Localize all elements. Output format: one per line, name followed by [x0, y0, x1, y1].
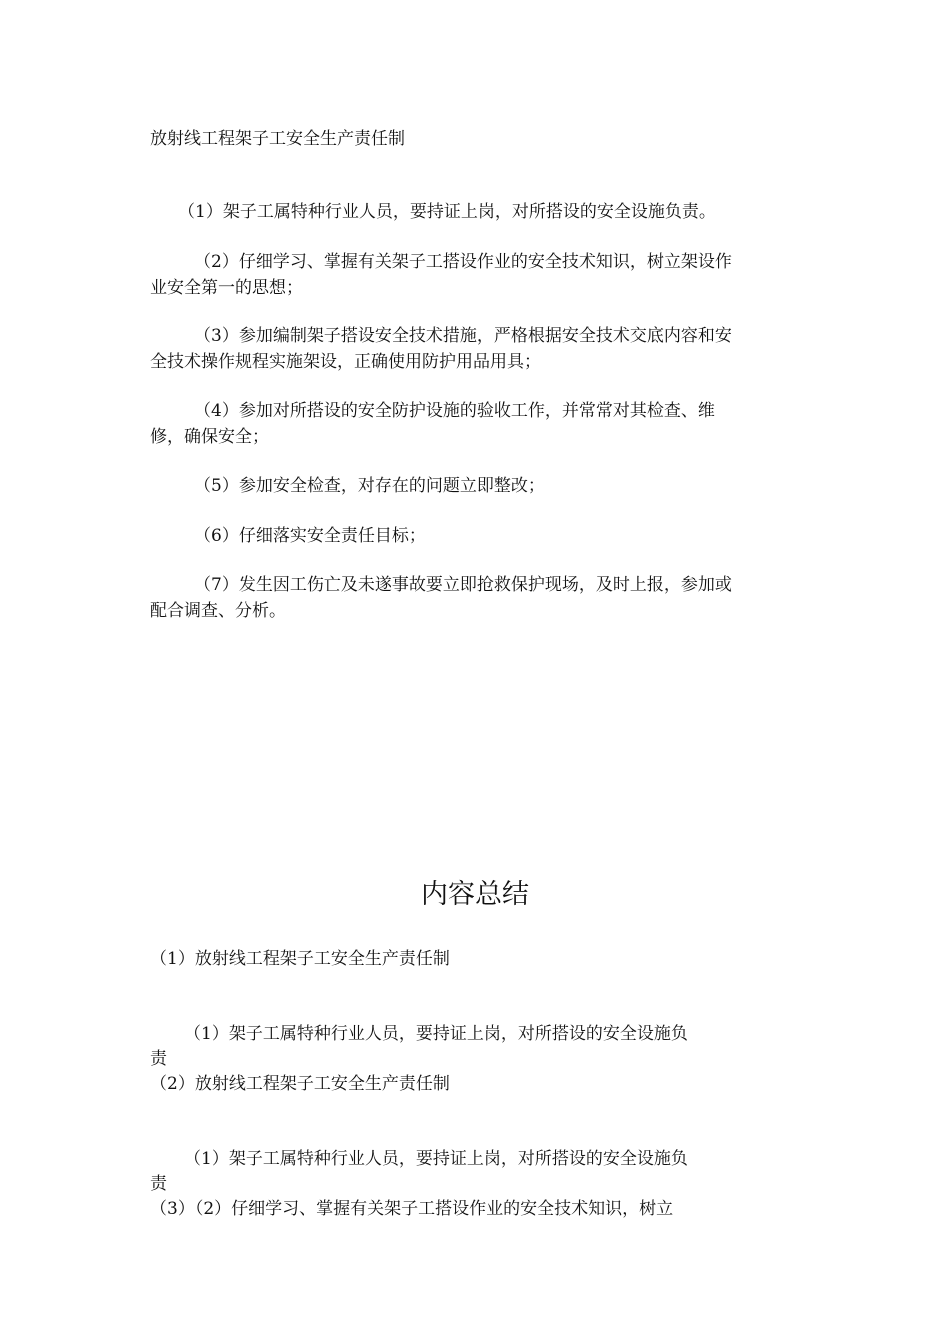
summary-line-1: （1）放射线工程架子工安全生产责任制: [150, 949, 450, 969]
item-7-line-1: （7）发生因工伤亡及未遂事故要立即抢救保护现场，及时上报，参加或: [194, 575, 732, 595]
item-1: （1）架子工属特种行业人员，要持证上岗，对所搭设的安全设施负责。: [178, 202, 716, 222]
item-4-line-2: 修，确保安全；: [150, 427, 269, 447]
item-5: （5）参加安全检查，对存在的问题立即整改；: [194, 476, 545, 496]
item-2-line-1: （2）仔细学习、掌握有关架子工搭设作业的安全技术知识，树立架设作: [194, 252, 732, 272]
summary-line-2: （1）架子工属特种行业人员，要持证上岗，对所搭设的安全设施负: [184, 1024, 688, 1044]
summary-line-4: （2）放射线工程架子工安全生产责任制: [150, 1074, 450, 1094]
summary-heading: 内容总结: [421, 879, 529, 910]
item-3: [150, 323, 795, 375]
document-title: 放射线工程架子工安全生产责任制: [150, 129, 405, 149]
item-4-line-1: （4）参加对所搭设的安全防护设施的验收工作，并常常对其检查、维: [194, 401, 715, 421]
summary-line-7: （3）（2）仔细学习、掌握有关架子工搭设作业的安全技术知识，树立: [150, 1199, 674, 1219]
item-7-line-2: 配合调查、分析。: [150, 601, 286, 621]
item-6: （6）仔细落实安全责任目标；: [194, 526, 426, 546]
item-2: [150, 249, 795, 301]
summary-line-5: （1）架子工属特种行业人员，要持证上岗，对所搭设的安全设施负: [184, 1149, 688, 1169]
item-7: [150, 572, 795, 624]
item-4: [150, 398, 795, 450]
summary-line-6: 责: [150, 1174, 167, 1194]
item-3-line-2: 全技术操作规程实施架设，正确使用防护用品用具；: [150, 352, 541, 372]
item-3-line-1: （3）参加编制架子搭设安全技术措施，严格根据安全技术交底内容和安: [194, 326, 732, 346]
summary-line-3: 责: [150, 1049, 167, 1069]
item-2-line-2: 业安全第一的思想；: [150, 278, 303, 298]
